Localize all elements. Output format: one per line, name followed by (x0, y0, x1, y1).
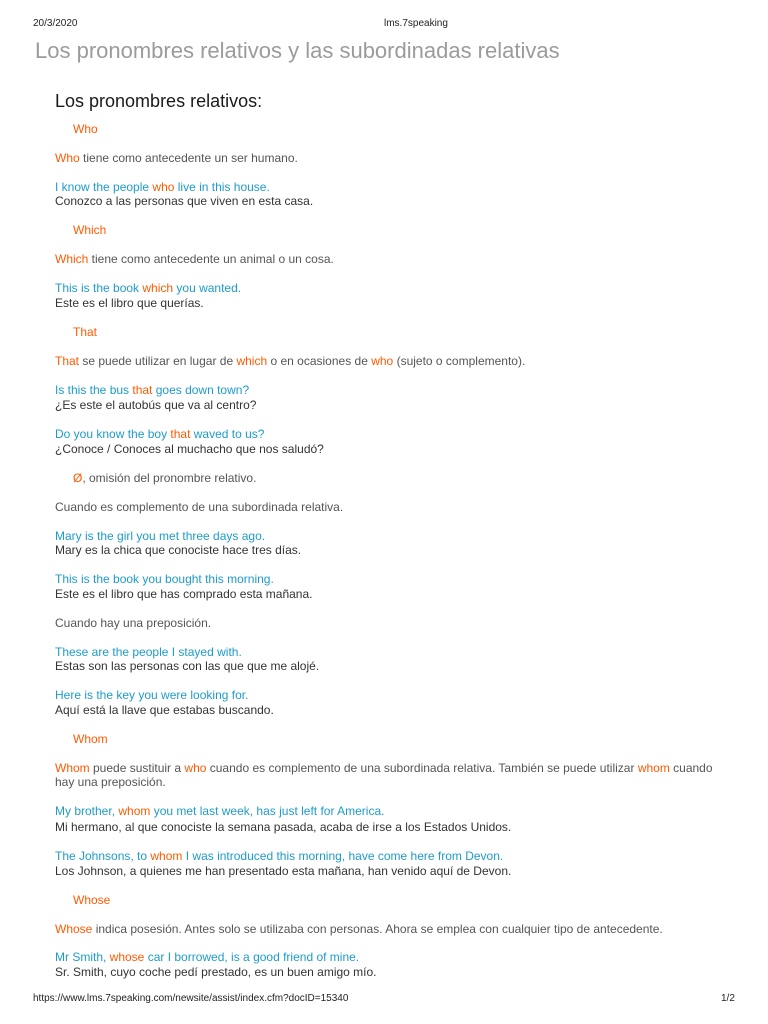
that-description: That se puede utilizar en lugar de which o en ocasiones de who (sujeto o complemento). (55, 354, 526, 368)
who-description: Who tiene como antecedente un ser humano. (55, 151, 298, 165)
print-date: 20/3/2020 (33, 18, 78, 29)
who-subheading: Who (73, 122, 98, 136)
omission-example-2-en: This is the book you bought this morning. (55, 572, 274, 586)
that-example-2-es: ¿Conoce / Conoces al muchacho que nos saludó? (55, 442, 324, 456)
whom-description: Whom puede sustituir a who cuando es complemento de una subordinada relativa. También se puede utilizar whom cuando (55, 761, 713, 775)
whose-example-es: Sr. Smith, cuyo coche pedí prestado, es un buen amigo mío. (55, 965, 377, 979)
which-example-en: This is the book which you wanted. (55, 281, 242, 295)
whose-description: Whose indica posesión. Antes solo se utilizaba con personas. Ahora se emplea con cualquier tipo de antecedente. (55, 922, 663, 936)
omission-example-1-es: Mary es la chica que conociste hace tres días. (55, 543, 302, 557)
who-example-es: Conozco a las personas que viven en esta casa. (55, 194, 314, 208)
whom-description-line-2: hay una preposición. (55, 775, 166, 789)
omission-case-2: Cuando hay una preposición. (55, 616, 212, 630)
whom-subheading: Whom (73, 732, 108, 746)
omission-subheading: Ø, omisión del pronombre relativo. (73, 471, 257, 485)
whom-example-1-en: My brother, whom you met last week, has just left for America. (55, 804, 385, 818)
omission-case-1: Cuando es complemento de una subordinada relativa. (55, 500, 344, 514)
whose-example-en: Mr Smith, whose car I borrowed, is a good friend of mine. (55, 950, 360, 964)
whom-example-1-es: Mi hermano, al que conociste la semana pasada, acaba de irse a los Estados Unidos. (55, 820, 512, 834)
that-subheading: That (73, 325, 98, 339)
that-example-2-en: Do you know the boy that waved to us? (55, 427, 265, 441)
omission-example-3-es: Estas son las personas con las que que me alojé. (55, 659, 320, 673)
footer-url: https://www.lms.7speaking.com/newsite/assist/index.cfm?docID=15340 (33, 993, 349, 1004)
page-title: Los pronombres relativos y las subordinadas relativas (35, 38, 560, 63)
which-example-es: Este es el libro que querías. (55, 296, 204, 310)
which-description: Which tiene como antecedente un animal o un cosa. (55, 252, 334, 266)
that-example-1-es: ¿Es este el autobús que va al centro? (55, 398, 257, 412)
page-number: 1/2 (721, 993, 735, 1004)
whose-subheading: Whose (73, 893, 111, 907)
omission-example-3-en: These are the people I stayed with. (55, 645, 242, 659)
omission-example-1-en: Mary is the girl you met three days ago. (55, 529, 266, 543)
which-subheading: Which (73, 223, 107, 237)
empty-set-symbol: Ø (73, 471, 83, 485)
that-example-1-en: Is this the bus that goes down town? (55, 383, 250, 397)
who-example-en: I know the people who live in this house. (55, 180, 270, 194)
section-heading: Los pronombres relativos: (55, 91, 263, 111)
print-site: lms.7speaking (384, 18, 448, 29)
whom-example-2-es: Los Johnson, a quienes me han presentado esta mañana, han venido aquí de Devon. (55, 864, 512, 878)
omission-example-4-es: Aquí está la llave que estabas buscando. (55, 703, 274, 717)
whom-example-2-en: The Johnsons, to whom I was introduced this morning, have come here from Devon. (55, 849, 504, 863)
omission-example-2-es: Este es el libro que has comprado esta mañana. (55, 587, 313, 601)
omission-example-4-en: Here is the key you were looking for. (55, 688, 249, 702)
